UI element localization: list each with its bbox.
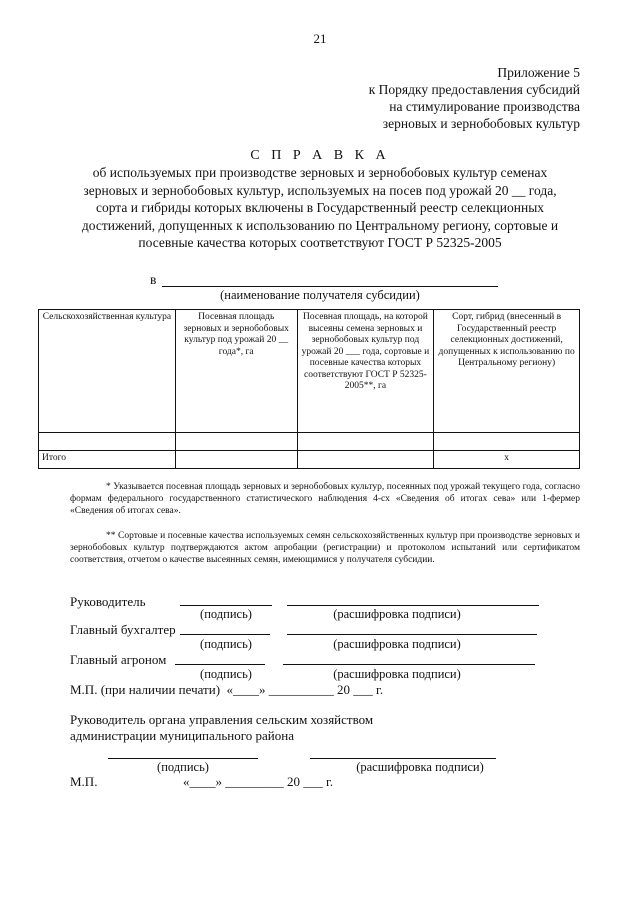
agronomist-decoding-caption: (расшифровка подписи) [333, 667, 461, 681]
table-header-row [39, 310, 580, 433]
agronomist-label: Главный агроном [70, 652, 167, 667]
municipal-title-line-2: администрации муниципального района [70, 728, 294, 743]
table-cell [297, 451, 434, 469]
municipal-date-line: «____» _________ 20 ___ г. [183, 774, 334, 789]
table-cell [434, 433, 580, 451]
head-signature-line [180, 605, 272, 606]
agronomist-signature-line [175, 664, 265, 665]
accountant-decoding-line [287, 634, 537, 635]
table-cell [175, 433, 297, 451]
table-total-row [39, 451, 580, 469]
accountant-signature-caption: (подпись) [200, 637, 252, 651]
head-signature-caption: (подпись) [200, 607, 252, 621]
recipient-prefix: в [150, 272, 157, 287]
accountant-decoding-caption: (расшифровка подписи) [333, 637, 461, 651]
recipient-field-line [162, 286, 498, 287]
municipal-decoding-line [310, 758, 496, 759]
header-crop: Сельскохозяйственная культура [39, 310, 176, 433]
document-title: С П Р А В К А [250, 148, 390, 163]
header-variety: Сорт, гибрид (внесенный в Государственный реестр селекционных достижений, допущенных к использованию по Центральному региону) [434, 310, 580, 433]
municipal-signature-caption: (подпись) [157, 760, 209, 774]
footnote-2: ** Сортовые и посевные качества используемых семян сельскохозяйственных культур при производстве зерновых и зернобобовых культур подтверждаются актом апробации (регистрации) и протоколом испытаний или сертификатом соответствия, отчетом о качестве высеянных семян, имеющимися у получателя субсидии. [70, 531, 580, 565]
header-sown-area: Посевная площадь зерновых и зернобобовых культур под урожай 20 __ года*, га [175, 310, 297, 433]
appendix-header [369, 64, 580, 132]
footnote-1: * Указывается посевная площадь зерновых и зернобобовых культур, посеянных под урожай текущего года, согласно формам федерального государственного статистического наблюдения 4-сх «Сведения об итогах сева» или 1-фермер «Сведения об итогах сева». [70, 482, 580, 516]
appendix-line-2: к Порядку предоставления субсидий [368, 82, 580, 97]
agronomist-signature-caption: (подпись) [200, 667, 252, 681]
head-decoding-line [287, 605, 539, 606]
municipal-stamp-label: М.П. [70, 774, 98, 789]
appendix-line-3: на стимулирование производства [389, 99, 580, 114]
table-row [39, 433, 580, 451]
appendix-line-1: Приложение 5 [497, 65, 580, 80]
total-label: Итого [39, 451, 176, 469]
municipal-signature-line [108, 758, 258, 759]
table-cell [175, 451, 297, 469]
municipal-title-line-1: Руководитель органа управления сельским хозяйством [70, 712, 374, 727]
accountant-label: Главный бухгалтер [70, 622, 176, 637]
stamp-date-line: М.П. (при наличии печати) «____» __________ 20 ___ г. [70, 682, 384, 697]
table-cell [39, 433, 176, 451]
head-decoding-caption: (расшифровка подписи) [333, 607, 461, 621]
appendix-line-4: зерновых и зернобобовых культур [382, 116, 580, 131]
total-variety-cell: х [434, 451, 580, 469]
document-subject: об используемых при производстве зерновых и зернобобовых культур семенах зерновых и зернобобовых культур, используемых на посев под урожай 20 __ года, сорта и гибриды которых включены в Государственный реестр селекционных достижений, допущенных к использованию по Центральному региону, сортовые и посевные качества которых соответствуют ГОСТ Р 52325-2005 [81, 165, 559, 250]
table-cell [297, 433, 434, 451]
seed-table [38, 309, 580, 469]
page-number: 21 [313, 31, 327, 46]
head-label: Руководитель [70, 594, 146, 609]
agronomist-decoding-line [283, 664, 535, 665]
recipient-caption: (наименование получателя субсидии) [220, 288, 420, 302]
accountant-signature-line [180, 634, 270, 635]
municipal-decoding-caption: (расшифровка подписи) [356, 760, 484, 774]
header-certified-area: Посевная площадь, на которой высеяны семена зерновых и зернобобовых культур под урожай 20 ___ года, сортовые и посевные качества которых соответствуют ГОСТ Р 52325-2005**, га [297, 310, 434, 433]
